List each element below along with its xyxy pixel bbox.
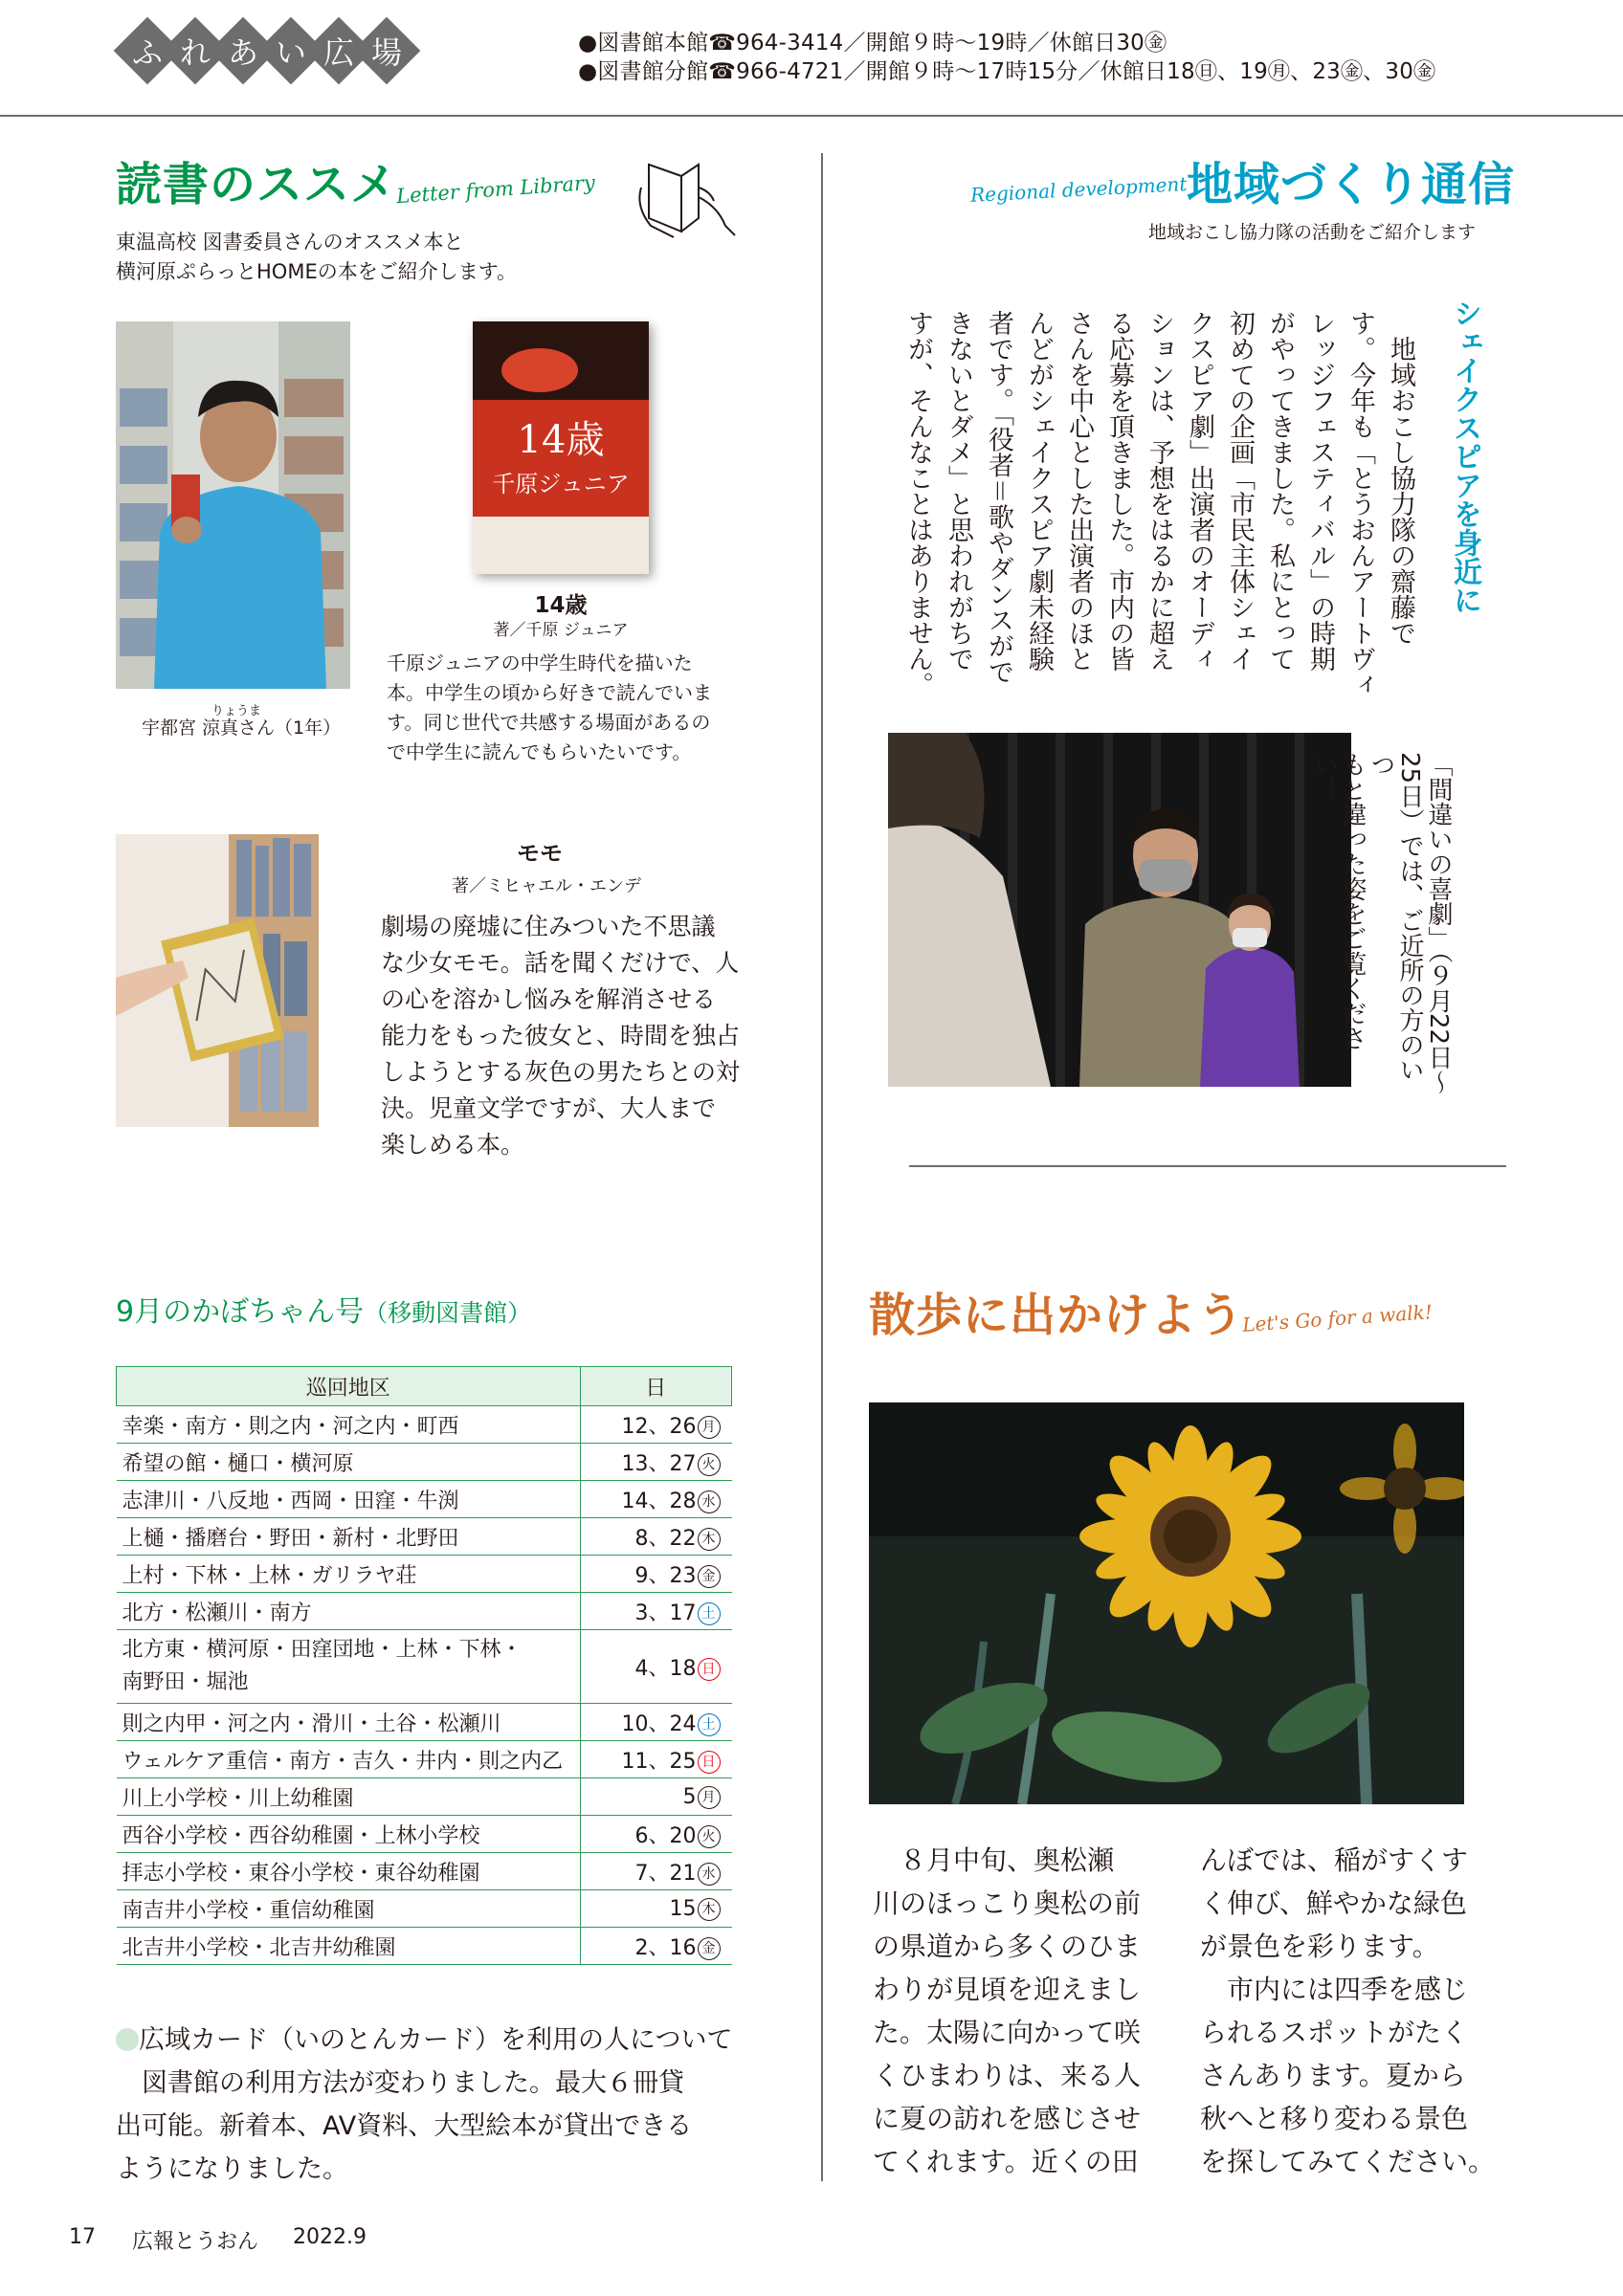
route-dates: 12、26	[621, 1414, 697, 1439]
regional-column: きないとダメ」と思われがちで	[944, 310, 973, 672]
caption-column: 25日）では、ご近所の方のいつ	[1367, 752, 1424, 1083]
route-table-header	[117, 1367, 732, 1406]
route-area: 川上小学校・川上幼稚園	[117, 1778, 581, 1816]
weekday-badge: 日	[698, 1751, 721, 1774]
route-area: 上樋・播磨台・野田・新村・北野田	[117, 1518, 581, 1556]
route-area: 北方・松瀬川・南方	[117, 1593, 581, 1630]
book1-description: 千原ジュニアの中学生時代を描いた 本。中学生の頃から好きで読んでいま す。同じ世代で共感する場面があるの で中学生に読んでもらいたいです。	[387, 651, 712, 763]
weekday-badge: 土	[698, 1602, 721, 1625]
student-photo	[116, 321, 350, 689]
table-row	[117, 1593, 732, 1630]
weekday-badge: 火	[698, 1825, 721, 1848]
route-dates: 15	[669, 1896, 697, 1921]
table-row	[117, 1444, 732, 1481]
table-row	[117, 1778, 732, 1816]
library-main-info: ●図書館本館☎964-3414／開館９時～19時／休館日30㊎	[578, 31, 1167, 55]
route-day	[580, 1444, 732, 1481]
book2-description: 劇場の廃墟に住みついた不思議 な少女モモ。話を聞くだけで、人 の心を溶かし悩みを解消させる 能力をもった彼女と、時間を独占 しようとする灰色の男たちとの対 決。児童文学ですが、大人まで 楽しめる本。	[381, 913, 741, 1159]
column-divider	[821, 153, 823, 2181]
regional-column: ションは、予想をはるかに超え	[1145, 310, 1174, 672]
library-branch-info: ●図書館分館☎966-4721／開館９時～17時15分／休館日18㊐、19㊊、23㊎、30㊎	[578, 59, 1436, 84]
caption-column: 「間違いの喜劇」（９月22日～	[1424, 752, 1453, 1095]
route-day	[580, 1890, 732, 1928]
card-notice: 広域カード（いのとんカード）を利用の人について 図書館の利用方法が変わりました。最大６冊貸 出可能。新着本、AV資料、大型絵本が貸出できる ようになりました。	[116, 2019, 747, 2191]
route-day	[580, 1741, 732, 1778]
route-dates: 10、24	[621, 1711, 697, 1736]
walk-col2: んぼでは、稲がすくす く伸び、鮮やかな緑色 が景色を彩ります。 市内には四季を感じ られるスポットがたく さんあります。夏から 秋へと移り変わる景色 を探してみてください。	[1200, 1844, 1496, 2177]
route-dates: 4、18	[634, 1656, 697, 1681]
regional-column: がやってきました。私にとって	[1265, 310, 1295, 672]
tag-char: ふ	[131, 34, 163, 71]
table-row	[117, 1481, 732, 1518]
weekday-badge: 火	[698, 1453, 721, 1476]
book2-author: 著／ミヒャエル・エンデ	[452, 876, 641, 896]
route-day	[580, 1481, 732, 1518]
regional-column: 地域おこし協力隊の齋藤で	[1386, 310, 1415, 646]
route-area: 南吉井小学校・重信幼稚園	[117, 1890, 581, 1928]
route-day	[580, 1853, 732, 1890]
route-dates: 7、21	[634, 1861, 697, 1886]
book-cover-14sai	[473, 321, 649, 574]
regional-column: んどがシェイクスピア劇未経験	[1024, 310, 1054, 672]
weekday-badge: 水	[698, 1863, 721, 1886]
route-area: 北吉井小学校・北吉井幼稚園	[117, 1928, 581, 1965]
mobile-library-title: 9月のかぼちゃん号（移動図書館）	[116, 1295, 532, 1329]
regional-title: 地域づくり通信	[1187, 158, 1516, 211]
tag-char: あ	[227, 34, 258, 71]
col-day-header: 日	[580, 1367, 732, 1406]
route-area: 則之内甲・河之内・滑川・土谷・松瀬川	[117, 1704, 581, 1741]
route-day	[580, 1816, 732, 1853]
regional-heading: シェイクスピアを身近に	[1448, 298, 1481, 614]
route-dates: 2、16	[634, 1935, 697, 1960]
weekday-badge: 木	[698, 1528, 721, 1551]
table-row	[117, 1518, 732, 1556]
route-dates: 6、20	[634, 1823, 697, 1848]
rehearsal-caption	[1309, 752, 1453, 1096]
weekday-badge: 金	[698, 1937, 721, 1960]
table-row	[117, 1630, 732, 1704]
route-area: 志津川・八反地・西岡・田窪・牛渕	[117, 1481, 581, 1518]
route-day	[580, 1704, 732, 1741]
weekday-badge: 土	[698, 1713, 721, 1736]
card-heading: 広域カード（いのとんカード）を利用の人について	[116, 2019, 747, 2062]
bullet-icon	[116, 2028, 139, 2051]
route-day	[580, 1593, 732, 1630]
table-row	[117, 1890, 732, 1928]
route-area: 幸楽・南方・則之内・河之内・町西	[117, 1406, 581, 1444]
momo-photo	[116, 834, 319, 1127]
route-dates: 8、22	[634, 1526, 697, 1551]
student-furigana: りょうま	[211, 704, 262, 718]
sunflower-photo	[869, 1402, 1464, 1804]
cover-title: 14歳	[517, 418, 605, 462]
route-day	[580, 1518, 732, 1556]
regional-divider	[909, 1165, 1506, 1167]
route-area: 拝志小学校・東谷小学校・東谷幼稚園	[117, 1853, 581, 1890]
tag-char: れ	[179, 34, 211, 71]
tag-char: 場	[370, 34, 402, 71]
regional-column: レッジフェスティバル」の時期	[1305, 310, 1335, 672]
walk-script: Let's Go for a walk!	[1241, 1300, 1434, 1336]
table-row	[117, 1928, 732, 1965]
regional-column: 初めての企画「市民主体シェイ	[1225, 310, 1255, 672]
regional-body	[896, 310, 1420, 712]
regional-column: る応募を頂きました。市内の皆	[1104, 310, 1134, 672]
rehearsal-photo	[888, 733, 1351, 1087]
route-dates: 11、25	[621, 1749, 697, 1774]
route-dates: 14、28	[621, 1489, 697, 1513]
weekday-badge: 月	[698, 1786, 721, 1809]
regional-column: 者です。「役者＝歌やダンスがで	[984, 310, 1013, 685]
route-area: 希望の館・樋口・横河原	[117, 1444, 581, 1481]
route-day	[580, 1406, 732, 1444]
route-area: 上村・下林・上林・ガリラヤ荘	[117, 1556, 581, 1593]
regional-column: クスピア劇」出演者のオーディ	[1185, 310, 1214, 672]
caption-column: もと違った姿をご覧ください！	[1309, 752, 1367, 1050]
col-area-header: 巡回地区	[117, 1367, 581, 1406]
route-day	[580, 1630, 732, 1704]
route-day	[580, 1778, 732, 1816]
tag-char: 広	[322, 34, 354, 71]
table-row	[117, 1406, 732, 1444]
weekday-badge: 金	[698, 1565, 721, 1588]
book1-title: 14歳	[534, 593, 588, 618]
cover-sun	[501, 348, 578, 392]
walk-col1: ８月中旬、奥松瀬 川のほっこり奥松の前 の県道から多くのひま わりが見頃を迎えまし た。太陽に向かって咲 くひまわりは、来る人 に夏の訪れを感じさせ てくれます。近くの田	[873, 1844, 1142, 2177]
weekday-badge: 月	[698, 1416, 721, 1439]
issue-date: 2022.9	[293, 2225, 367, 2249]
route-day	[580, 1556, 732, 1593]
route-dates: 13、27	[621, 1451, 697, 1476]
student-caption: 宇都宮 涼真さん（1年）	[142, 718, 342, 739]
reading-title: 読書のススメ	[116, 158, 398, 211]
reading-intro: 東温高校 図書委員さんのオススメ本と 横河原ぷらっとHOMEの本をご紹介します。	[116, 231, 518, 283]
route-dates: 3、17	[634, 1601, 697, 1625]
publication-name: 広報とうおん	[132, 2230, 259, 2254]
cover-subtitle: 千原ジュニア	[492, 471, 630, 497]
route-dates: 9、23	[634, 1563, 697, 1588]
regional-column: すが、そんなことはありません。	[903, 310, 933, 697]
route-area: 西谷小学校・西谷幼稚園・上林小学校	[117, 1816, 581, 1853]
book-reading-icon	[632, 159, 737, 239]
route-area: 北方東・横河原・田窪団地・上林・下林・ 南野田・堀池	[117, 1630, 581, 1704]
page-number: 17	[69, 2225, 96, 2249]
regional-script: Regional development	[969, 172, 1188, 207]
book2-title: モモ	[517, 840, 563, 867]
regional-column: す。今年も「とうおんアートヴィ	[1345, 310, 1375, 697]
weekday-badge: 日	[698, 1658, 721, 1681]
weekday-badge: 木	[698, 1898, 721, 1921]
route-dates: 5	[682, 1784, 697, 1809]
table-row	[117, 1556, 732, 1593]
reading-script: Letter from Library	[395, 170, 596, 209]
header-divider	[0, 115, 1623, 117]
route-day	[580, 1928, 732, 1965]
table-row	[117, 1853, 732, 1890]
table-row	[117, 1741, 732, 1778]
table-row	[117, 1816, 732, 1853]
walk-title: 散歩に出かけよう	[869, 1289, 1245, 1342]
tag-char: い	[275, 34, 306, 71]
cover-bottom	[473, 517, 649, 574]
regional-subtitle: 地域おこし協力隊の活動をご紹介します	[1148, 222, 1477, 243]
route-table	[116, 1366, 732, 1965]
weekday-badge: 水	[698, 1490, 721, 1513]
book1-author: 著／千原 ジュニア	[493, 621, 629, 640]
route-area: ウェルケア重信・南方・吉久・井内・則之内乙	[117, 1741, 581, 1778]
regional-column: さんを中心とした出演者のほと	[1064, 310, 1094, 672]
table-row	[117, 1704, 732, 1741]
